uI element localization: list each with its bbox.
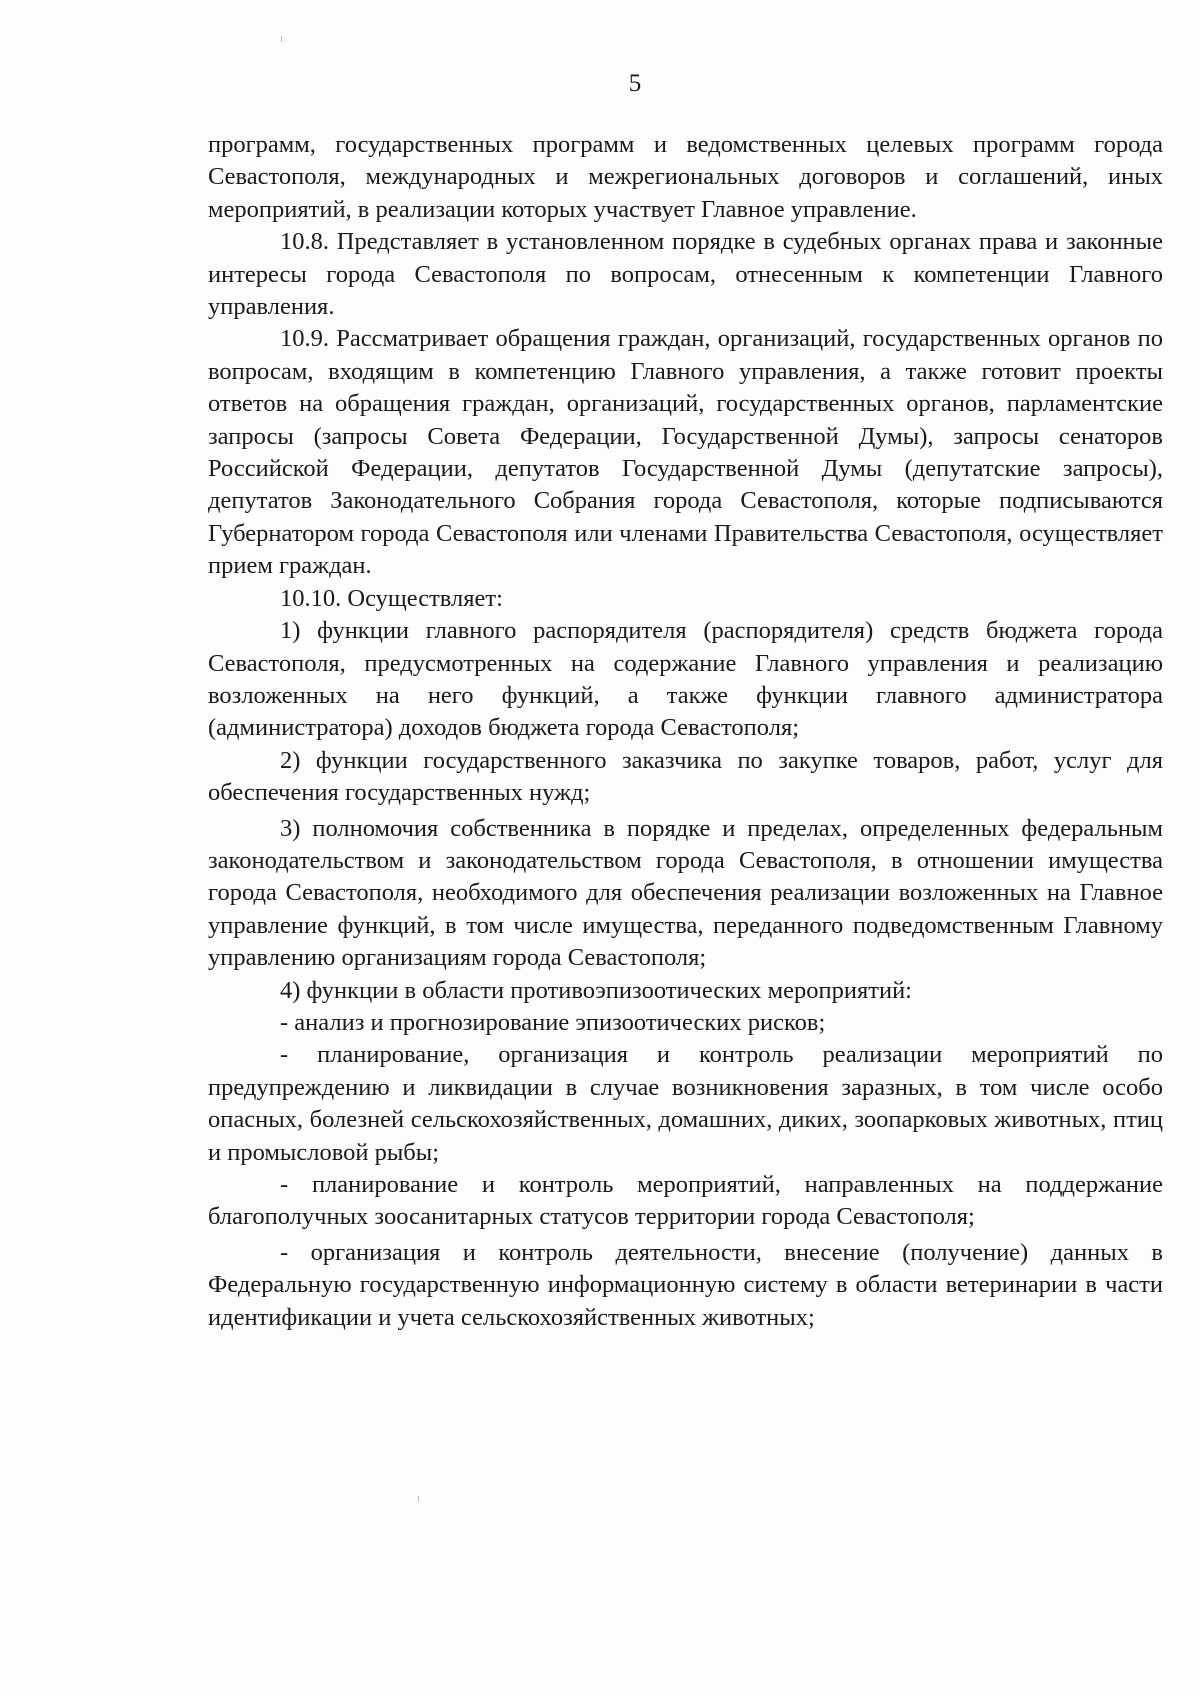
- paragraph-programs-continuation: программ, государственных программ и ведомственных целевых программ города Севастополя, международных и межрегиональных договоров и соглашений, иных мероприятий, в реализации которых участвует Главное управление.: [208, 131, 1163, 223]
- list-item-2: 2) функции государственного заказчика по закупке товаров, работ, услуг для обеспечения государственных нужд;: [208, 746, 1163, 807]
- list-item-1: 1) функции главного распорядителя (распорядителя) средств бюджета города Севастополя, предусмотренных на содержание Главного управления и реализацию возложенных на него функций, а также функции главного администратора (администратора) доходов бюджета города Севастополя;: [208, 617, 1163, 742]
- scan-speck: [418, 1496, 419, 1502]
- dash-item-risk-analysis: - анализ и прогнозирование эпизоотических рисков;: [280, 1008, 826, 1036]
- paragraph-10-8: 10.8. Представляет в установленном порядке в судебных органах права и законные интересы города Севастополя по вопросам, отнесенным к компетенции Главного управления.: [208, 228, 1163, 321]
- dash-item-information-system: - организация и контроль деятельности, внесение (получение) данных в Федеральную государственную информационную систему в области ветеринарии в части идентификации и учета сельскохозяйственных животных;: [208, 1238, 1163, 1331]
- list-item-3: 3) полномочия собственника в порядке и пределах, определенных федеральным законодательством и законодательством города Севастополя, в отношении имущества города Севастополя, необходимого для обеспечения реализации возложенных на Главное управление функций, в том числе имущества, переданного подведомственным Главному управлению организациям города Севастополя;: [208, 814, 1163, 972]
- paragraph-10-10: 10.10. Осуществляет:: [280, 584, 503, 612]
- paragraph-10-9: 10.9. Рассматривает обращения граждан, организаций, государственных органов по вопросам, входящим в компетенцию Главного управления, а также готовит проекты ответов на обращения граждан, организаций, государственных органов, парламентские запросы (запросы Совета Федерации, Государственной Думы), запросы сенаторов Российской Федерации, депутатов Государственной Думы (депутатские запросы), депутатов Законодательного Собрания города Севастополя, которые подписываются Губернатором города Севастополя или членами Правительства Севастополя, осуществляет прием граждан.: [208, 325, 1163, 580]
- list-item-4: 4) функции в области противоэпизоотических мероприятий:: [280, 976, 912, 1004]
- dash-item-zoosanitary-status: - планирование и контроль мероприятий, направленных на поддержание благополучных зоосанитарных статусов территории города Севастополя;: [208, 1171, 1163, 1231]
- dash-item-disease-control: - планирование, организация и контроль реализации мероприятий по предупреждению и ликвидации в случае возникновения заразных, в том числе особо опасных, болезней сельскохозяйственных, домашних, диких, зоопарковых животных, птиц и промысловой рыбы;: [208, 1041, 1163, 1166]
- page-number: 5: [628, 70, 642, 97]
- document-body: [208, 129, 1163, 1334]
- scan-speck: [281, 36, 282, 42]
